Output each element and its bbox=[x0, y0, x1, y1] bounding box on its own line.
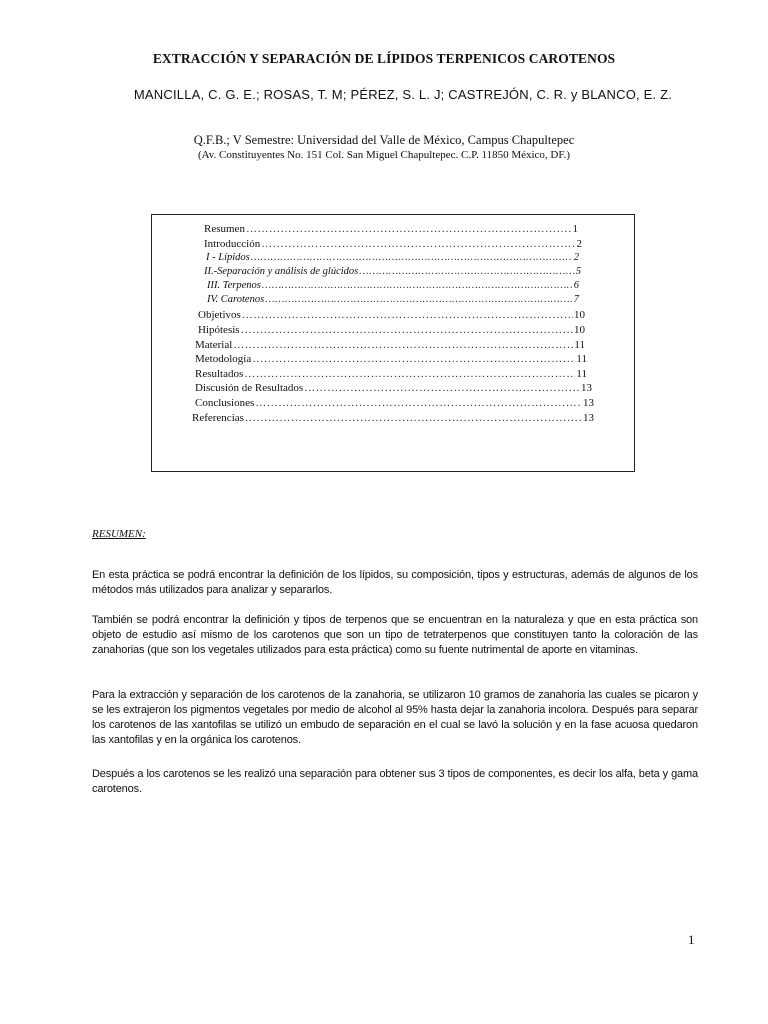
toc-label: Hipótesis bbox=[198, 324, 240, 336]
document-title: EXTRACCIÓN Y SEPARACIÓN DE LÍPIDOS TERPENICOS CAROTENOS bbox=[152, 51, 616, 66]
toc-leader bbox=[245, 411, 582, 425]
toc-label: I - Lípidos bbox=[206, 252, 250, 263]
toc-page: 7 bbox=[573, 294, 579, 305]
toc-entry-material bbox=[195, 338, 585, 352]
toc-label: III. Terpenos bbox=[207, 280, 261, 291]
authors-line: MANCILLA, C. G. E.; ROSAS, T. M; PÉREZ, S. L. J; CASTREJÓN, C. R. y BLANCO, E. Z. bbox=[133, 87, 673, 102]
toc-label: Resumen bbox=[204, 223, 245, 235]
toc-label: IV. Carotenos bbox=[207, 294, 265, 305]
toc-entry-referencias bbox=[192, 411, 594, 425]
toc-leader bbox=[233, 338, 573, 352]
toc-page: 11 bbox=[574, 339, 585, 351]
toc-entry-lipidos bbox=[206, 251, 579, 265]
affiliation-line: Q.F.B.; V Semestre: Universidad del Valle de México, Campus Chapultepec bbox=[193, 133, 575, 147]
resumen-paragraph: En esta práctica se podrá encontrar la definición de los lípidos, su composición, tipos y estructuras, además de algunos de los métodos más utilizados para analizar y separarlos. bbox=[92, 569, 698, 596]
resumen-paragraph: Para la extracción y separación de los carotenos de la zanahoria, se utilizaron 10 gramos de zanahoria las cuales se picaron y se les extrajeron los pigmentos vegetales por medio de alcohol al 95% hasta dejar la zanahoria incolora. Después para separar los carotenos de las xantofilas se utilizó un embudo de separación en el cual se lavó la solución y en la fase acuosa quedaron las xantofilas y en la orgánica los carotenos. bbox=[92, 689, 698, 746]
toc-leader bbox=[252, 352, 575, 366]
toc-page: 1 bbox=[572, 223, 578, 235]
toc-leader bbox=[241, 323, 573, 337]
toc-leader bbox=[246, 222, 572, 236]
toc-page: 2 bbox=[573, 252, 579, 263]
toc-label: Introducción bbox=[204, 238, 261, 250]
toc-leader bbox=[304, 381, 580, 395]
page-number: 1 bbox=[688, 932, 695, 947]
toc-entry-glucidos bbox=[204, 265, 581, 279]
toc-page: 11 bbox=[576, 368, 587, 380]
toc-entry-resumen bbox=[204, 222, 578, 236]
toc-label: Conclusiones bbox=[195, 397, 255, 409]
toc-label: Resultados bbox=[195, 368, 244, 380]
toc-entry-resultados bbox=[195, 367, 587, 381]
toc-leader bbox=[242, 308, 573, 322]
toc-entry-objetivos bbox=[198, 308, 585, 322]
toc-page: 10 bbox=[574, 309, 585, 321]
toc-page: 13 bbox=[583, 397, 594, 409]
toc-label: Objetivos bbox=[198, 309, 241, 321]
toc-page: 13 bbox=[581, 382, 592, 394]
toc-leader bbox=[244, 367, 575, 381]
toc-entry-conclusiones bbox=[195, 396, 594, 410]
toc-label: Material bbox=[195, 339, 233, 351]
toc-page: 5 bbox=[575, 266, 581, 277]
toc-entry-terpenos bbox=[207, 279, 579, 293]
toc-label: II.-Separación y análisis de glúcidos bbox=[204, 266, 359, 277]
toc-leader bbox=[265, 293, 573, 307]
toc-leader bbox=[261, 237, 575, 251]
resumen-heading: RESUMEN: bbox=[92, 528, 146, 540]
toc-leader bbox=[251, 251, 573, 265]
toc-entry-introduccion bbox=[204, 237, 582, 251]
toc-label: Referencias bbox=[192, 412, 244, 424]
toc-label: Metodología bbox=[195, 353, 252, 365]
resumen-paragraph: También se podrá encontrar la definición y tipos de terpenos que se encuentran en la naturaleza y que en esta práctica son objeto de estudio así mismo de los carotenos que son un tipo de tetraterpenos que constituyen tanto la coloración de las zanahorias (que son los vegetales utilizados para esta práctica) como su fuente nutrimental de aporte en vitaminas. bbox=[92, 614, 698, 656]
toc-page: 2 bbox=[576, 238, 582, 250]
toc-leader bbox=[262, 279, 573, 293]
toc-entry-metodologia bbox=[195, 352, 587, 366]
address-line: (Av. Constituyentes No. 151 Col. San Miguel Chapultepec. C.P. 11850 México, DF.) bbox=[197, 149, 571, 161]
toc-page: 11 bbox=[576, 353, 587, 365]
toc-label: Discusión de Resultados bbox=[195, 382, 304, 394]
toc-page: 10 bbox=[574, 324, 585, 336]
toc-leader bbox=[255, 396, 582, 410]
toc-entry-discusion bbox=[195, 381, 592, 395]
toc-leader bbox=[359, 265, 574, 279]
toc-page: 13 bbox=[583, 412, 594, 424]
toc-entry-carotenos bbox=[207, 293, 579, 307]
resumen-paragraph: Después a los carotenos se les realizó una separación para obtener sus 3 tipos de componentes, es decir los alfa, beta y gama carotenos. bbox=[92, 768, 698, 795]
toc-entry-hipotesis bbox=[198, 323, 585, 337]
toc-page: 6 bbox=[573, 280, 579, 291]
